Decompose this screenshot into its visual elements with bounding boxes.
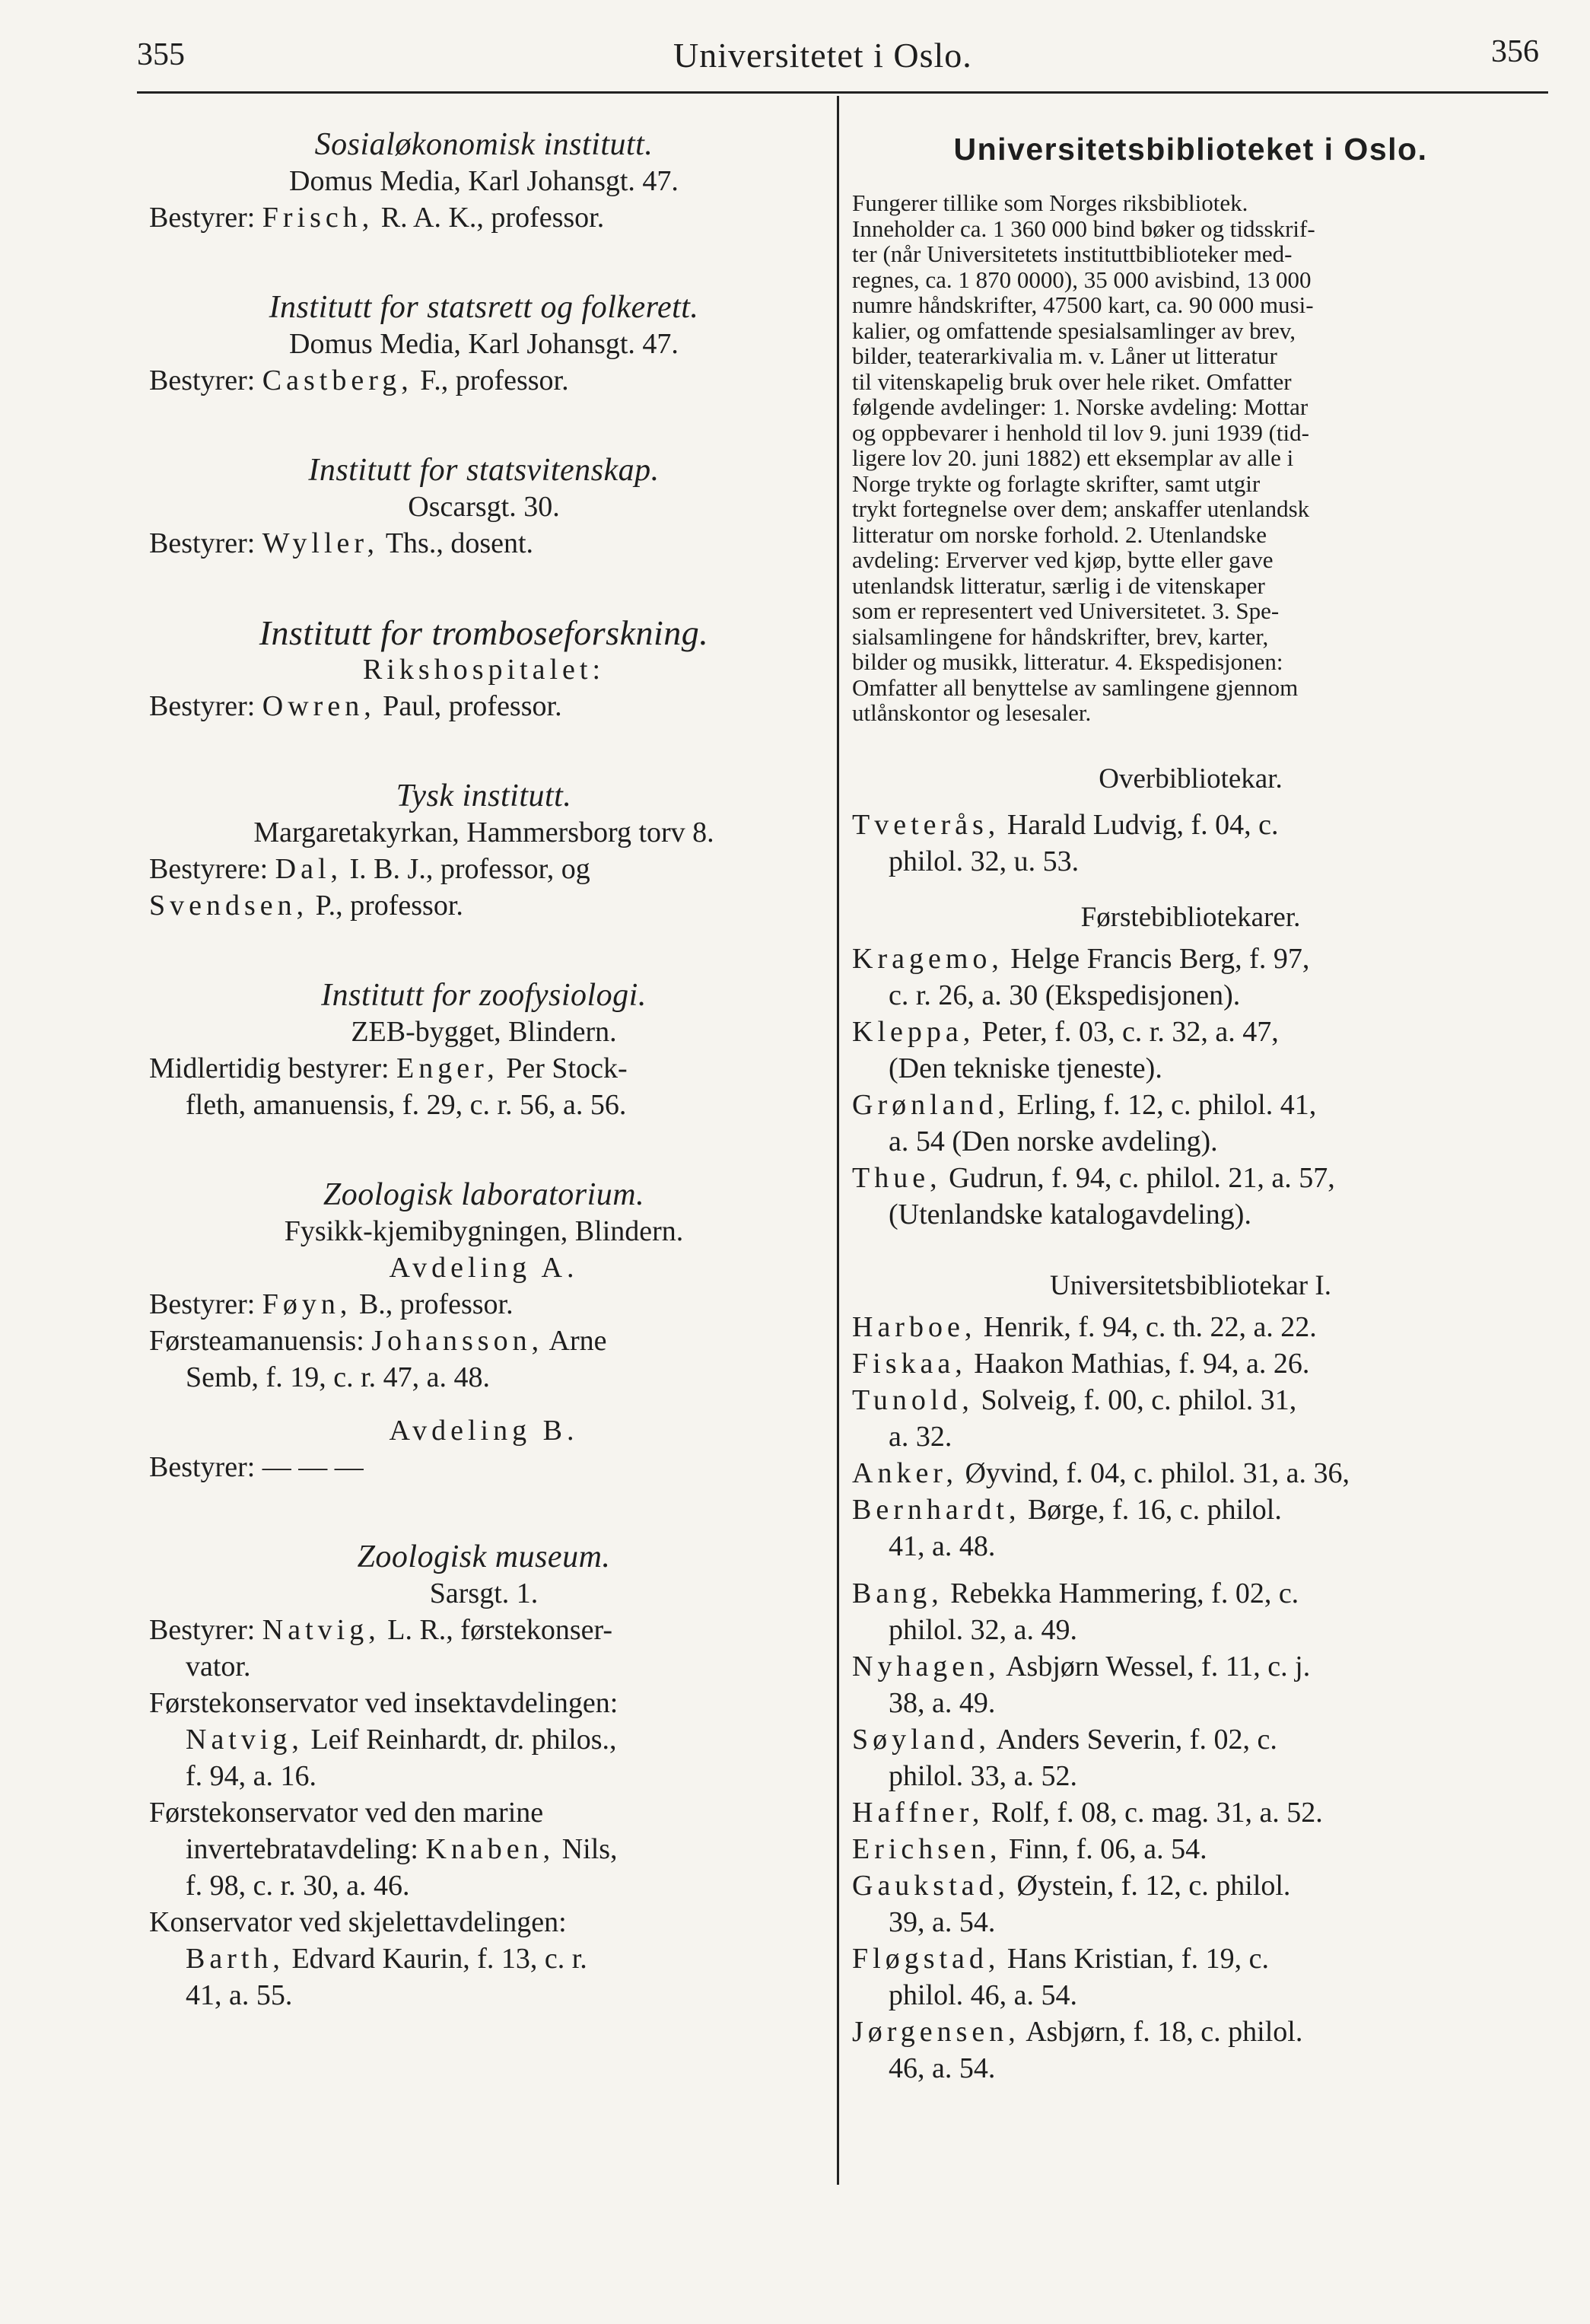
librarian-list: [852, 807, 1529, 880]
right-column: [852, 122, 1529, 2087]
person-name: Johansson,: [371, 1325, 544, 1357]
director-line: Bestyrer: — — —: [149, 1451, 364, 1483]
description-line: sialsamlingene for håndskrifter, brev, karter,: [852, 622, 1269, 650]
description-line: ter (når Universitetets instituttbiblioteker med-: [852, 240, 1293, 267]
person-name: Søyland,: [852, 1723, 991, 1756]
person-name: Tunold,: [852, 1383, 974, 1416]
staff-line-cont: invertebratavdeling: Knaben, Nils,: [186, 1833, 618, 1865]
person-name: Owren,: [262, 690, 376, 722]
director-line: Bestyrer: Føyn, B., professor.: [149, 1288, 514, 1320]
librarian-entry: Kleppa, Peter, f. 03, c. r. 32, a. 47,: [852, 1015, 1279, 1048]
person-name: Thue,: [852, 1161, 942, 1194]
person-name: Kleppa,: [852, 1015, 975, 1048]
page-number-left: 355: [137, 37, 185, 72]
person-name: Natvig,: [262, 1614, 380, 1646]
person-name: Kragemo,: [852, 942, 1003, 975]
director-line: Bestyrer: Frisch, R. A. K., professor.: [149, 202, 605, 234]
section-heading: Førstebibliotekarer.: [1080, 901, 1301, 933]
institute-address: Oscarsgt. 30.: [408, 491, 560, 523]
institute-title: Tysk institutt.: [396, 778, 572, 813]
institute-title: Institutt for statsrett og folkerett.: [269, 290, 699, 325]
director-line: Midlertidig bestyrer: Enger, Per Stock-: [149, 1052, 628, 1084]
institute-address: Domus Media, Karl Johansgt. 47.: [289, 328, 679, 360]
director-line: Bestyrer: Castberg, F., professor.: [149, 365, 569, 396]
librarian-entry-cont: 38, a. 49.: [889, 1686, 996, 1719]
description-line: regnes, ca. 1 870 0000), 35 000 avisbind, 13 000: [852, 266, 1312, 293]
librarian-entry: Søyland, Anders Severin, f. 02, c.: [852, 1723, 1277, 1756]
institute-address: Sarsgt. 1.: [429, 1577, 539, 1609]
entry-zoofysiologi: [149, 977, 819, 1123]
librarian-entry-cont: a. 54 (Den norske avdeling).: [889, 1125, 1218, 1157]
person-name: Haffner,: [852, 1796, 984, 1829]
running-title: Universitetet i Oslo.: [673, 36, 972, 75]
director-line: Svendsen, P., professor.: [149, 890, 463, 922]
library-description: [852, 190, 1529, 726]
librarian-entry: Erichsen, Finn, f. 06, a. 54.: [852, 1832, 1207, 1865]
institute-address: Fysikk-kjemibygningen, Blindern.: [284, 1215, 684, 1247]
description-line: utenlandsk litteratur, særlig i de vitenskaper: [852, 571, 1265, 599]
staff-line: Førstekonservator ved den marine: [149, 1797, 544, 1829]
librarian-entry-cont: 41, a. 48.: [889, 1530, 996, 1562]
director-line: Bestyrer: Owren, Paul, professor.: [149, 690, 562, 722]
librarian-list: [852, 1309, 1529, 2087]
description-line: Omfatter all benyttelse av samlingene gjennom: [852, 673, 1299, 701]
librarian-entry: Anker, Øyvind, f. 04, c. philol. 31, a. 36,: [852, 1456, 1350, 1489]
description-line: Fungerer tillike som Norges riksbibliotek.: [852, 189, 1248, 216]
description-line: følgende avdelinger: 1. Norske avdeling: Mottar: [852, 393, 1309, 420]
librarian-entry: Harboe, Henrik, f. 94, c. th. 22, a. 22.: [852, 1310, 1317, 1343]
institute-address: Domus Media, Karl Johansgt. 47.: [289, 165, 679, 197]
staff-line-cont: Semb, f. 19, c. r. 47, a. 48.: [186, 1361, 491, 1393]
entry-sosialokonomisk: [149, 126, 819, 236]
librarian-entry: Bernhardt, Børge, f. 16, c. philol.: [852, 1493, 1282, 1526]
person-name: Wyller,: [262, 527, 379, 559]
staff-line-cont: Natvig, Leif Reinhardt, dr. philos.,: [186, 1724, 617, 1756]
librarian-entry: Fløgstad, Hans Kristian, f. 19, c.: [852, 1942, 1269, 1975]
description-line: numre håndskrifter, 47500 kart, ca. 90 000 musi-: [852, 291, 1314, 318]
person-name: Gaukstad,: [852, 1869, 1010, 1902]
librarian-entry-cont: a. 32.: [889, 1420, 952, 1453]
entry-zoologisk-museum: [149, 1539, 819, 2014]
description-line: kalier, og omfattende spesialsamlinger av brev,: [852, 317, 1296, 344]
person-name: Fiskaa,: [852, 1347, 967, 1380]
entry-zoologisk-laboratorium: [149, 1176, 819, 1485]
person-name: Grønland,: [852, 1088, 1010, 1121]
person-name: Svendsen,: [149, 890, 309, 922]
division-heading: Avdeling A.: [389, 1252, 579, 1284]
librarian-entry-cont: 46, a. 54.: [889, 2052, 996, 2084]
librarian-entry-cont: c. r. 26, a. 30 (Ekspedisjonen).: [889, 979, 1241, 1011]
person-name: Jørgensen,: [852, 2015, 1020, 2048]
page-header: [0, 29, 1590, 82]
librarian-entry: Grønland, Erling, f. 12, c. philol. 41,: [852, 1088, 1317, 1121]
staff-line: Førsteamanuensis: Johansson, Arne: [149, 1325, 607, 1357]
director-line: Bestyrere: Dal, I. B. J., professor, og: [149, 853, 590, 885]
division-heading: Avdeling B.: [389, 1415, 579, 1447]
page-number-right: 356: [1491, 34, 1539, 69]
description-line: Inneholder ca. 1 360 000 bind bøker og tidsskrif-: [852, 215, 1315, 242]
librarian-entry-cont: 39, a. 54.: [889, 1905, 996, 1938]
column-divider: [837, 96, 839, 2185]
header-rule: [137, 91, 1548, 94]
description-line: bilder, teaterarkivalia m. v. Låner ut litteratur: [852, 342, 1277, 369]
description-line: utlånskontor og lesesaler.: [852, 699, 1092, 726]
staff-line-cont: 41, a. 55.: [186, 1979, 293, 2011]
person-name: Knaben,: [425, 1833, 555, 1865]
person-name: Erichsen,: [852, 1832, 1002, 1865]
person-name: Bang,: [852, 1577, 943, 1609]
description-line: bilder og musikk, litteratur. 4. Ekspedisjonen:: [852, 648, 1283, 675]
institute-address: Rikshospitalet:: [363, 654, 605, 686]
institute-title: Institutt for statsvitenskap.: [308, 453, 660, 488]
librarian-entry: Thue, Gudrun, f. 94, c. philol. 21, a. 57,: [852, 1161, 1335, 1194]
institute-address: ZEB-bygget, Blindern.: [351, 1016, 617, 1048]
librarian-entry: Fiskaa, Haakon Mathias, f. 94, a. 26.: [852, 1347, 1310, 1380]
institute-title: Zoologisk museum.: [357, 1539, 611, 1574]
description-line: avdeling: Erverver ved kjøp, bytte eller gave: [852, 546, 1274, 573]
person-name: Enger,: [396, 1052, 499, 1084]
librarian-entry-cont: (Utenlandske katalogavdeling).: [889, 1198, 1251, 1230]
institute-address: Margaretakyrkan, Hammersborg torv 8.: [253, 817, 714, 848]
staff-line: Førstekonservator ved insektavdelingen:: [149, 1687, 619, 1719]
person-name: Nyhagen,: [852, 1650, 1000, 1683]
institute-title: Zoologisk laboratorium.: [323, 1177, 645, 1212]
librarian-entry-cont: philol. 33, a. 52.: [889, 1759, 1078, 1792]
librarian-entry-cont: philol. 32, u. 53.: [889, 845, 1080, 877]
description-line: til vitenskapelig bruk over hele riket. Omfatter: [852, 368, 1292, 395]
person-name: Harboe,: [852, 1310, 977, 1343]
description-line: som er representert ved Universitetet. 3. Spe-: [852, 597, 1280, 624]
person-name: Dal,: [275, 853, 343, 885]
staff-line-cont: Barth, Edvard Kaurin, f. 13, c. r.: [186, 1943, 587, 1975]
director-line: Bestyrer: Natvig, L. R., førstekonser-: [149, 1614, 613, 1646]
entry-statsrett: [149, 289, 819, 399]
description-line: Norge trykte og forlagte skrifter, samt utgir: [852, 470, 1261, 497]
entry-tysk-institutt: [149, 778, 819, 924]
person-name: Bernhardt,: [852, 1493, 1021, 1526]
librarian-entry: Haffner, Rolf, f. 08, c. mag. 31, a. 52.: [852, 1796, 1323, 1829]
entry-tromboseforskning: [149, 615, 819, 724]
section-heading: Overbibliotekar.: [1099, 762, 1283, 794]
entry-statsvitenskap: [149, 452, 819, 562]
director-line: Bestyrer: Wyller, Ths., dosent.: [149, 527, 534, 559]
description-line: og oppbevarer i henhold til lov 9. juni 1939 (tid-: [852, 419, 1309, 446]
director-line-cont: fleth, amanuensis, f. 29, c. r. 56, a. 56.: [186, 1089, 627, 1121]
librarian-entry-cont: philol. 32, a. 49.: [889, 1613, 1078, 1646]
person-name: Fløgstad,: [852, 1942, 1000, 1975]
left-column: [149, 122, 819, 2014]
librarian-entry: Nyhagen, Asbjørn Wessel, f. 11, c. j.: [852, 1650, 1311, 1683]
description-line: ligere lov 20. juni 1882) ett eksemplar av alle i: [852, 444, 1294, 471]
description-line: trykt fortegnelse over dem; anskaffer utenlandsk: [852, 495, 1310, 522]
librarian-entry: Tunold, Solveig, f. 00, c. philol. 31,: [852, 1383, 1297, 1416]
person-name: Castberg,: [262, 365, 413, 396]
librarian-entry: Kragemo, Helge Francis Berg, f. 97,: [852, 942, 1310, 975]
staff-line: Konservator ved skjelettavdelingen:: [149, 1906, 567, 1938]
librarian-entry: Tveterås, Harald Ludvig, f. 04, c.: [852, 808, 1279, 841]
person-name: Natvig,: [186, 1724, 304, 1756]
person-name: Anker,: [852, 1456, 958, 1489]
description-line: litteratur om norske forhold. 2. Utenlandske: [852, 521, 1267, 548]
institute-title: Institutt for tromboseforskning.: [259, 613, 709, 652]
section-heading: Universitetsbibliotekar I.: [1050, 1269, 1331, 1301]
institute-title: Sosialøkonomisk institutt.: [314, 127, 653, 162]
person-name: Tveterås,: [852, 808, 1000, 841]
director-line-cont: vator.: [186, 1651, 251, 1683]
library-title: Universitetsbiblioteket i Oslo.: [953, 132, 1428, 167]
librarian-entry-cont: philol. 46, a. 54.: [889, 1979, 1078, 2011]
librarian-entry: Jørgensen, Asbjørn, f. 18, c. philol.: [852, 2015, 1303, 2048]
librarian-list: [852, 941, 1529, 1233]
librarian-entry-cont: (Den tekniske tjeneste).: [889, 1052, 1162, 1084]
librarian-entry: Bang, Rebekka Hammering, f. 02, c.: [852, 1577, 1299, 1609]
institute-title: Institutt for zoofysiologi.: [321, 978, 647, 1013]
staff-line-cont: f. 94, a. 16.: [186, 1760, 317, 1792]
person-name: Føyn,: [262, 1288, 352, 1320]
librarian-entry: Gaukstad, Øystein, f. 12, c. philol.: [852, 1869, 1291, 1902]
staff-line-cont: f. 98, c. r. 30, a. 46.: [186, 1870, 410, 1902]
person-name: Barth,: [186, 1943, 285, 1975]
person-name: Frisch,: [262, 202, 374, 234]
